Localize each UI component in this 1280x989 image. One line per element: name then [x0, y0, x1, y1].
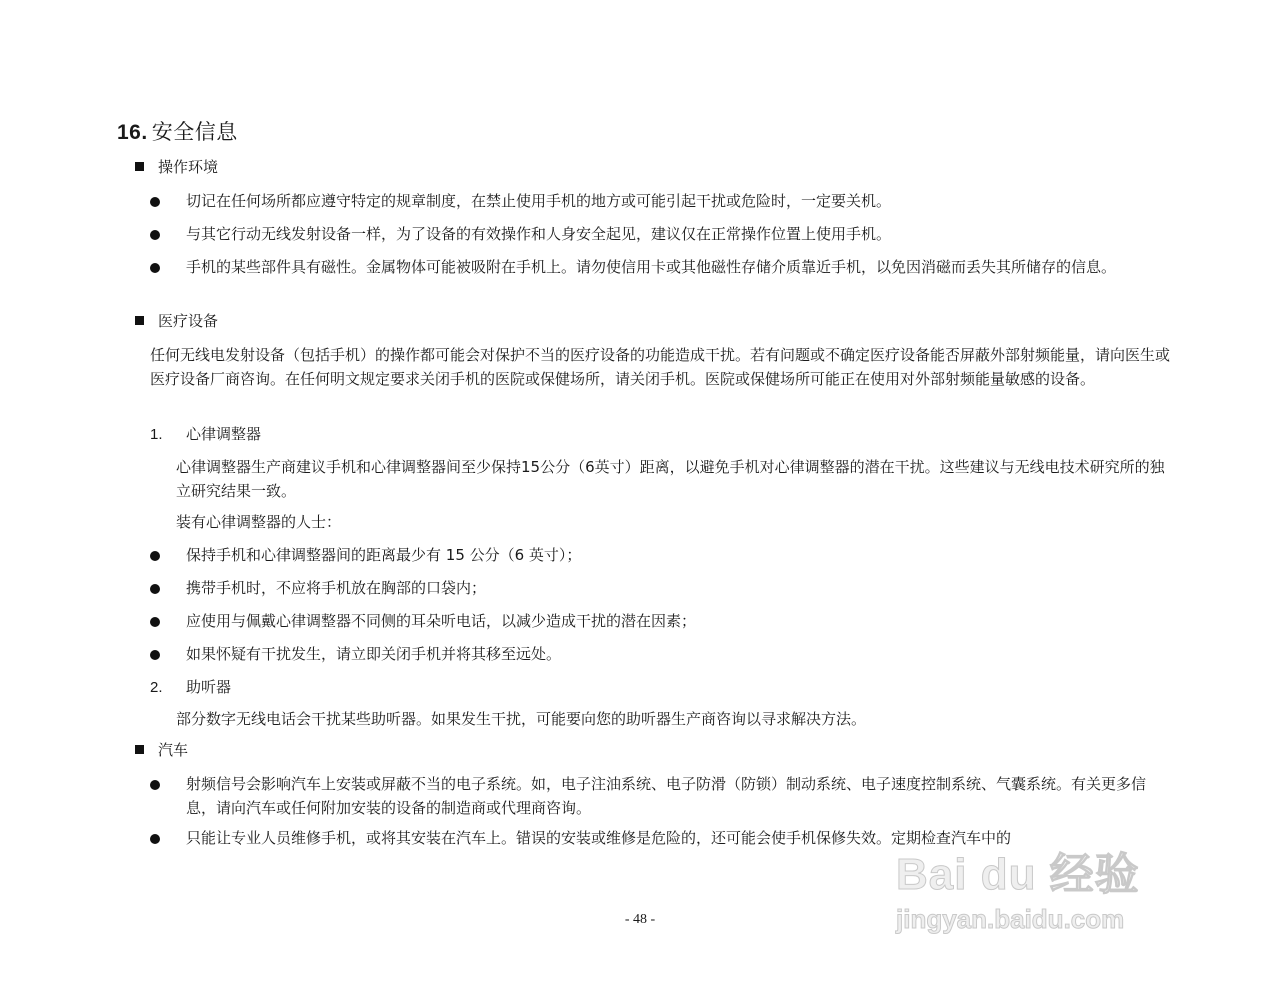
bullet-dot-icon — [150, 617, 160, 627]
bullet-dot-icon — [150, 650, 160, 660]
bullet-dot-icon — [150, 780, 160, 790]
square-bullet-icon — [135, 316, 144, 325]
list-item — [150, 772, 1170, 820]
list-item — [150, 576, 1170, 600]
watermark-url: jingyan.baidu.com — [896, 904, 1125, 934]
list-item-text: 手机的某些部件具有磁性。金属物体可能被吸附在手机上。请勿使信用卡或其他磁性存储介质靠近手机，以免因消磁而丢失其所储存的信息。 — [186, 258, 1117, 276]
heading-title: 安全信息 — [151, 120, 238, 144]
list-item-text: 如果怀疑有干扰发生，请立即关闭手机并将其移至远处。 — [186, 645, 562, 663]
subsection-car — [135, 738, 188, 762]
bullet-dot-icon — [150, 197, 160, 207]
watermark-brand: Bai du 经验 — [896, 850, 1140, 899]
subsection-medical-devices — [135, 309, 218, 333]
item-number: 1. — [150, 426, 163, 443]
item-number: 2. — [150, 679, 163, 696]
list-item — [150, 255, 1170, 279]
list-item-text: 携带手机时，不应将手机放在胸部的口袋内； — [186, 579, 487, 597]
list-item-text: 切记在任何场所都应遵守特定的规章制度，在禁止使用手机的地方或可能引起干扰或危险时，一定要关机。 — [186, 192, 892, 210]
list-item — [150, 222, 1170, 246]
heading-number: 16. — [117, 121, 148, 144]
baidu-jingyan-watermark — [896, 838, 1140, 935]
numbered-item-hearing-aid — [150, 675, 231, 700]
section-heading — [117, 116, 238, 146]
pacemaker-paragraph: 心律调整器生产商建议手机和心律调整器间至少保持15公分（6英寸）距离，以避免手机对心律调整器的潜在干扰。这些建议与无线电技术研究所的独立研究结果一致。 — [176, 458, 1165, 500]
bullet-dot-icon — [150, 584, 160, 594]
list-item — [150, 543, 1170, 567]
subsection-label: 医疗设备 — [158, 312, 219, 330]
item-label: 助听器 — [186, 678, 232, 696]
list-item-text: 应使用与佩戴心律调整器不同侧的耳朵听电话，以减少造成干扰的潜在因素； — [186, 612, 697, 630]
subsection-label: 汽车 — [158, 741, 189, 759]
list-item — [150, 189, 1170, 213]
list-item-text: 与其它行动无线发射设备一样，为了设备的有效操作和人身安全起见，建议仅在正常操作位置上使用手机。 — [186, 225, 892, 243]
bullet-dot-icon — [150, 551, 160, 561]
list-item — [150, 642, 1170, 666]
pacemaker-persons-label: 装有心律调整器的人士： — [176, 513, 342, 531]
bullet-dot-icon — [150, 834, 160, 844]
list-item-text: 只能让专业人员维修手机，或将其安装在汽车上。错误的安装或维修是危险的，还可能会使手机保修失效。定期检查汽车中的 — [186, 829, 1012, 847]
list-item-text: 射频信号会影响汽车上安装或屏蔽不当的电子系统。如，电子注油系统、电子防滑（防锁）制动系统、电子速度控制系统、气囊系统。有关更多信息，请向汽车或任何附加安装的设备的制造商或代理商咨询。 — [186, 775, 1147, 817]
subsection-label: 操作环境 — [158, 158, 219, 176]
medical-intro-paragraph: 任何无线电发射设备（包括手机）的操作都可能会对保护不当的医疗设备的功能造成干扰。若有问题或不确定医疗设备能否屏蔽外部射频能量，请向医生或医疗设备厂商咨询。在任何明文规定要求关闭手机的医院或保健场所，请关闭手机。医院或保健场所可能正在使用对外部射频能量敏感的设备。 — [150, 346, 1171, 388]
page-number: - 48 - — [624, 912, 656, 927]
list-item — [150, 609, 1170, 633]
numbered-item-pacemaker — [150, 422, 261, 447]
square-bullet-icon — [135, 745, 144, 754]
list-item-text: 保持手机和心律调整器间的距离最少有 15 公分（6 英寸）； — [186, 546, 582, 564]
subsection-operating-environment — [135, 155, 218, 179]
bullet-dot-icon — [150, 230, 160, 240]
square-bullet-icon — [135, 162, 144, 171]
hearing-aid-paragraph: 部分数字无线电话会干扰某些助听器。如果发生干扰，可能要向您的助听器生产商咨询以寻求解决方法。 — [176, 710, 867, 728]
item-label: 心律调整器 — [186, 425, 262, 443]
bullet-dot-icon — [150, 263, 160, 273]
